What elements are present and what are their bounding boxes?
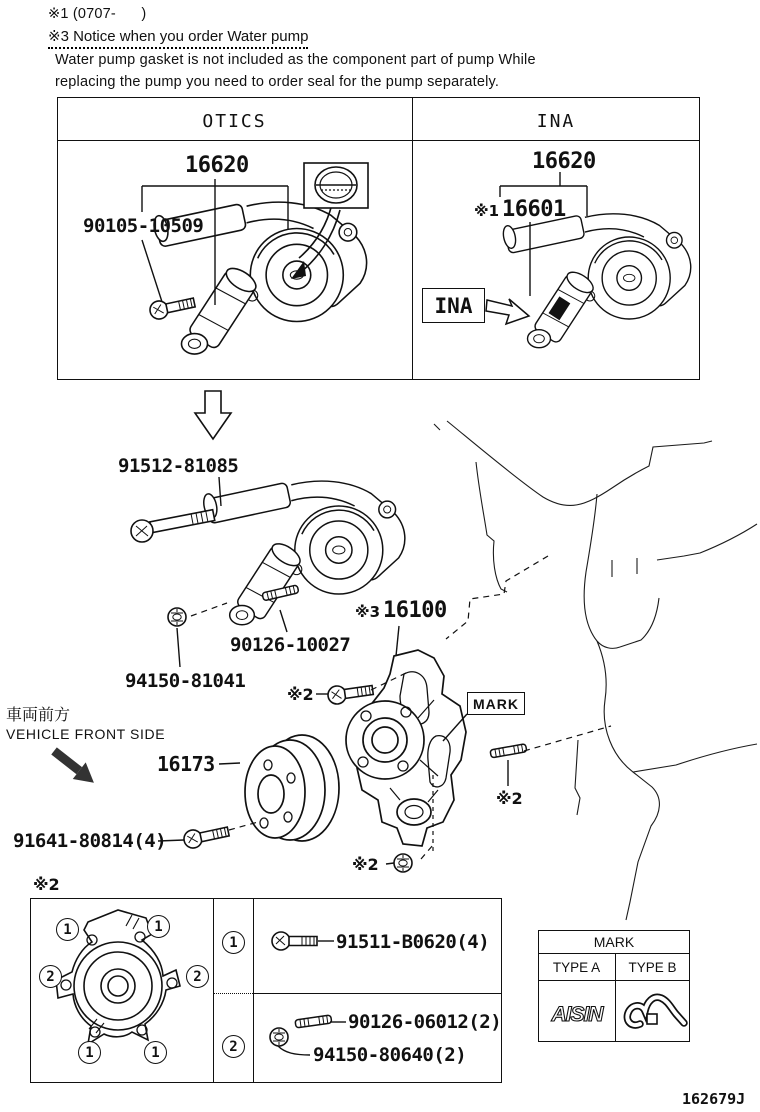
label-90126-10027: 90126-10027: [230, 634, 351, 656]
ref2-stud: ※2: [496, 789, 523, 808]
mark-type-a: TYPE A: [552, 960, 601, 975]
pulley-bolt-drawing: [182, 823, 230, 850]
label-94150-81041: 94150-81041: [125, 670, 246, 692]
water-pump-drawing: [346, 650, 466, 846]
pump-bolt-drawing: [327, 681, 374, 705]
vehicle-front-jp: 車両前方: [6, 705, 71, 724]
svg-text:AISIN: AISIN: [551, 1003, 603, 1026]
callout-1-top-left: 1: [56, 918, 79, 941]
mark-table-line2: [538, 980, 690, 981]
mark-table-line1: [538, 953, 690, 954]
supplier-col-otics: OTICS: [202, 111, 267, 132]
label-16100: 16100: [383, 598, 447, 623]
label-91511-B0620: 91511-B0620(4): [336, 931, 490, 953]
vehicle-front-en: VEHICLE FRONT SIDE: [6, 726, 166, 742]
pump-stud-drawing: [490, 744, 527, 758]
label-16601: 16601: [502, 197, 566, 222]
ref3-marker: ※3: [355, 603, 381, 621]
supplier-table-header-line: [57, 140, 700, 141]
leader-16100: [396, 626, 399, 656]
engine-block-outline: [434, 421, 757, 920]
label-91641-80814: 91641-80814(4): [13, 830, 167, 852]
fastener-table-rowline: [253, 993, 502, 994]
pump-nut-drawing: [394, 854, 412, 872]
note-ref1: ※1 (0707- ): [48, 6, 147, 22]
vehicle-front-arrow-icon: [48, 743, 101, 791]
label-91512-81085: 91512-81085: [118, 455, 239, 477]
callout-2-right: 2: [186, 965, 209, 988]
label-90126-06012: 90126-06012(2): [348, 1011, 502, 1033]
leader-mark: [443, 714, 467, 741]
mark-callout-tag: MARK: [467, 692, 525, 715]
mark-table-title: MARK: [593, 934, 635, 950]
mark-type-b: TYPE B: [628, 960, 677, 975]
fastener-table-vline2: [253, 898, 254, 1083]
callout-1-bot-right: 1: [144, 1041, 167, 1064]
supplier-table-divider: [412, 97, 413, 380]
down-arrow-icon: [195, 391, 231, 439]
document-id: 162679J: [682, 1090, 746, 1108]
row2-callout: 2: [222, 1035, 245, 1058]
pulley-drawing: [245, 735, 339, 841]
ina-brand-tag: INA: [422, 288, 485, 323]
ref2-bolt: ※2: [287, 685, 314, 704]
supplier-col-ina: INA: [536, 111, 576, 132]
nut-94150-drawing: [168, 608, 186, 626]
bolt-91512-drawing: [131, 510, 215, 542]
ref1-marker: ※1: [474, 202, 500, 220]
callout-2-left: 2: [39, 965, 62, 988]
label-16173: 16173: [157, 752, 215, 776]
ref2-nut: ※2: [352, 855, 379, 874]
label-16620-ina: 16620: [532, 149, 596, 174]
fastener-table-vline1: [213, 898, 214, 1083]
callout-1-top-right: 1: [147, 915, 170, 938]
callout-1-bot-left: 1: [78, 1041, 101, 1064]
note-ref3-heading: ※3 Notice when you order Water pump: [48, 27, 308, 49]
note-body-line2: replacing the pump you need to order seal for the pump separately.: [55, 74, 500, 90]
label-94150-80640: 94150-80640(2): [313, 1044, 467, 1066]
fastener-table-ref2: ※2: [33, 875, 60, 894]
label-16100-group: [355, 598, 447, 623]
fastener-table-rowline-dotted: [213, 993, 253, 994]
row1-callout: 1: [222, 931, 245, 954]
leader-16173: [219, 763, 240, 764]
label-16601-group: [474, 197, 566, 222]
label-16620-otics: 16620: [185, 153, 249, 178]
note-body-line1: Water pump gasket is not included as the component part of pump While: [55, 52, 536, 68]
label-90105-10509: 90105-10509: [83, 215, 204, 237]
